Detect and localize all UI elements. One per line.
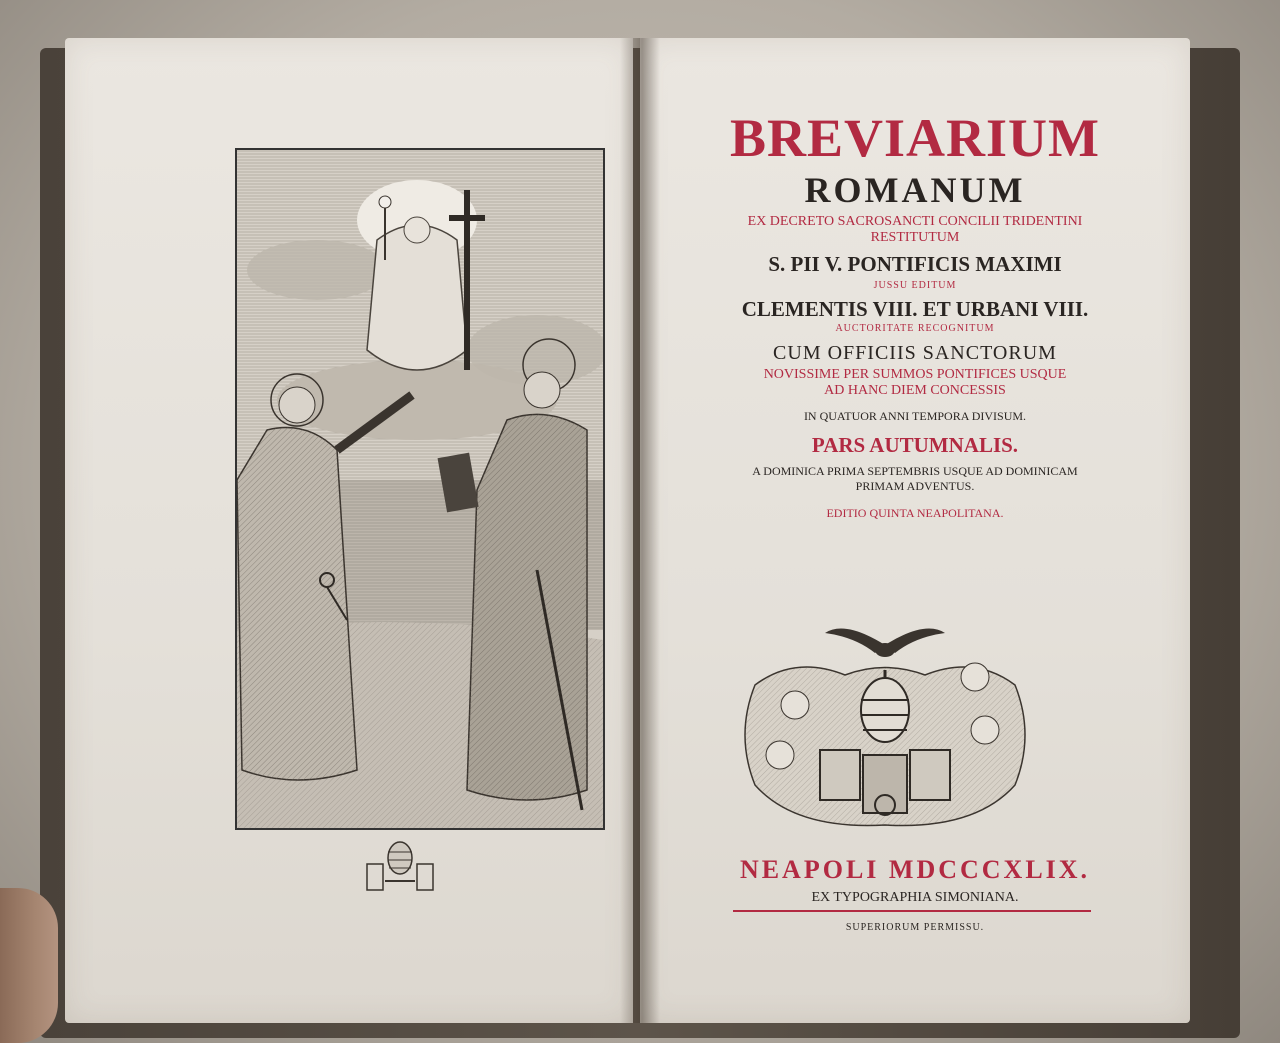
line-ex-decreto: EX DECRETO SACROSANCTI CONCILII TRIDENTINI — [747, 214, 1083, 229]
papal-arms-vignette-icon — [735, 615, 1035, 845]
line-in-quatuor: IN QUATUOR ANNI TEMPORA DIVISUM. — [803, 409, 1027, 423]
line-restitutum: RESTITUTUM — [870, 230, 960, 245]
line-editio: EDITIO QUINTA NEAPOLITANA. — [826, 506, 1004, 520]
red-rule — [733, 910, 1091, 912]
saints-engraving-icon — [237, 150, 603, 828]
line-novissime: NOVISSIME PER SUMMOS PONTIFICES USQUE — [763, 367, 1067, 382]
line-jussu-editum: JUSSU EDITUM — [873, 280, 957, 291]
line-cum-officiis: CUM OFFICIIS SANCTORUM — [773, 342, 1057, 364]
title-breviarium: BREVIARIUM — [729, 108, 1101, 168]
papal-tiara-emblem-icon — [355, 836, 445, 896]
line-pars-autumnalis: PARS AUTUMNALIS. — [811, 433, 1019, 457]
thumb — [0, 888, 58, 1043]
imprint-permission: SUPERIORUM PERMISSU. — [845, 922, 985, 933]
title-romanum: ROMANUM — [804, 170, 1026, 210]
title-page-text — [640, 100, 1190, 521]
line-auctoritate: AUCTORITATE RECOGNITUM — [835, 323, 995, 334]
imprint-place: NEAPOLI MDCCCXLIX. — [739, 855, 1091, 884]
frontispiece-engraving — [235, 148, 605, 830]
line-primam-adventus: PRIMAM ADVENTUS. — [855, 479, 975, 493]
line-clementis: CLEMENTIS VIII. ET URBANI VIII. — [741, 297, 1089, 321]
imprint-printer: EX TYPOGRAPHIA SIMONIANA. — [811, 890, 1019, 905]
line-a-dominica: A DOMINICA PRIMA SEPTEMBRIS USQUE AD DOMINICAM — [752, 464, 1078, 478]
line-ad-hanc: AD HANC DIEM CONCESSIS — [824, 383, 1006, 398]
line-pii-v: S. PII V. PONTIFICIS MAXIMI — [768, 252, 1062, 276]
